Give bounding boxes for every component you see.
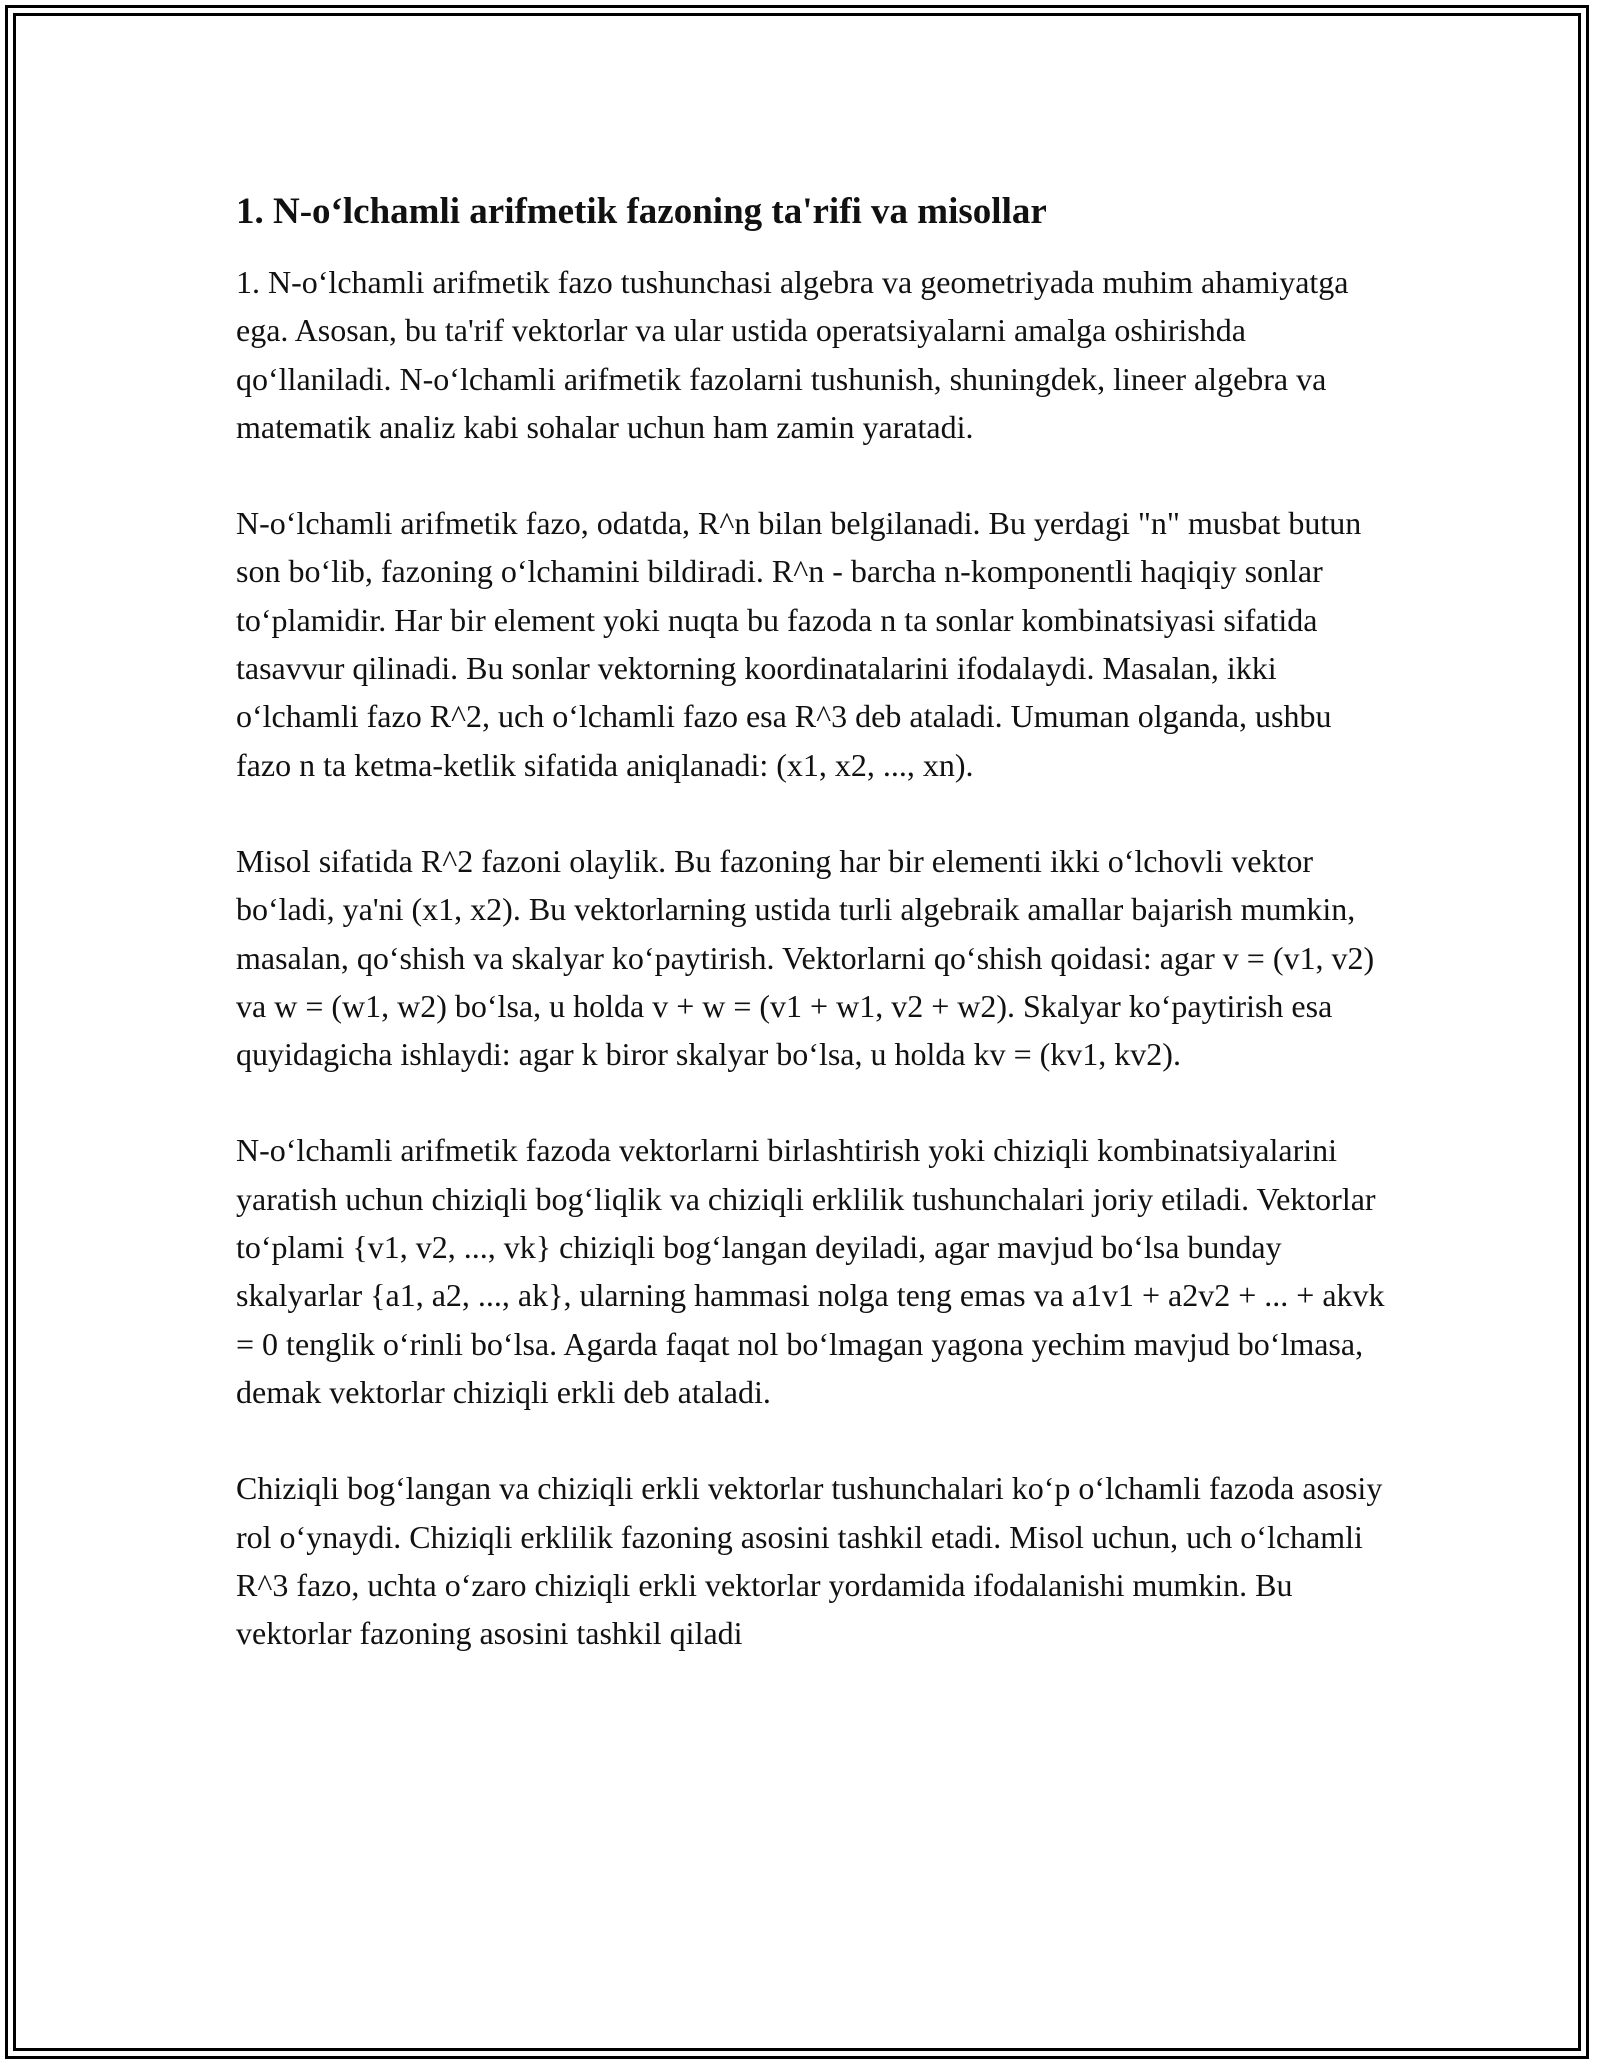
paragraph-basis: Chiziqli bog‘langan va chiziqli erkli vektorlar tushunchalari ko‘p o‘lchamli fazoda asosiy rol o‘ynaydi. Chiziqli erklilik fazoning asosini tashkil etadi. Misol uchun, uch o‘lchamli R^3 fazo, uchta o‘zaro chiziqli erkli vektorlar yordamida ifodalanishi mumkin. Bu vektorlar fazoning asosini tashkil qiladi — [236, 1470, 1383, 1652]
paragraph-intro: 1. N-o‘lchamli arifmetik fazo tushunchasi algebra va geometriyada muhim ahamiyatga ega. Asosan, bu ta'rif vektorlar va ular ustida operatsiyalarni amalga oshirishda qo‘llaniladi. N-o‘lchamli arifmetik fazolarni tushunish, shuningdek, lineer algebra va matematik analiz kabi sohalar uchun ham zamin yaratadi. — [236, 264, 1349, 445]
paragraph-definition: N-o‘lchamli arifmetik fazo, odatda, R^n bilan belgilanadi. Bu yerdagi "n" musbat butun son bo‘lib, fazoning o‘lchamini bildiradi. R^n - barcha n-komponentli haqiqiy sonlar to‘plamidir. Har bir element yoki nuqta bu fazoda n ta sonlar kombinatsiyasi sifatida tasavvur qilinadi. Bu sonlar vektorning koordinatalarini ifodalaydi. Masalan, ikki o‘lchamli fazo R^2, uch o‘lchamli fazo esa R^3 deb ataladi. Umuman olganda, ushbu fazo n ta ketma-ketlik sifatida aniqlanadi: (x1, x2, ..., xn). — [236, 505, 1362, 783]
paragraph-example-r2: Misol sifatida R^2 fazoni olaylik. Bu fazoning har bir elementi ikki o‘lchovli vektor bo‘ladi, ya'ni (x1, x2). Bu vektorlarning ustida turli algebraik amallar bajarish mumkin, masalan, qo‘shish va skalyar ko‘paytirish. Vektorlarni qo‘shish qoidasi: agar v = (v1, v2) va w = (w1, w2) bo‘lsa, u holda v + w = (v1 + w1, v2 + w2). Skalyar ko‘paytirish esa quyidagicha ishlaydi: agar k biror skalyar bo‘lsa, u holda kv = (kv1, kv2). — [236, 842, 1375, 1073]
document-body — [236, 188, 1386, 1657]
paragraph-linear-dependence: N-o‘lchamli arifmetik fazoda vektorlarni birlashtirish yoki chiziqli kombinatsiyalarini yaratish uchun chiziqli bog‘liqlik va chiziqli erklilik tushunchalari joriy etiladi. Vektorlar to‘plami {v1, v2, ..., vk} chiziqli bog‘langan deyiladi, agar mavjud bo‘lsa bunday skalyarlar {a1, a2, ..., ak}, ularning hammasi nolga teng emas va a1v1 + a2v2 + ... + akvk = 0 tenglik o‘rinli bo‘lsa. Agarda faqat nol bo‘lmagan yagona yechim mavjud bo‘lmasa, demak vektorlar chiziqli erkli deb ataladi. — [236, 1132, 1385, 1410]
section-heading: 1. N-o‘lchamli arifmetik fazoning ta'rifi va misollar — [236, 191, 1047, 232]
